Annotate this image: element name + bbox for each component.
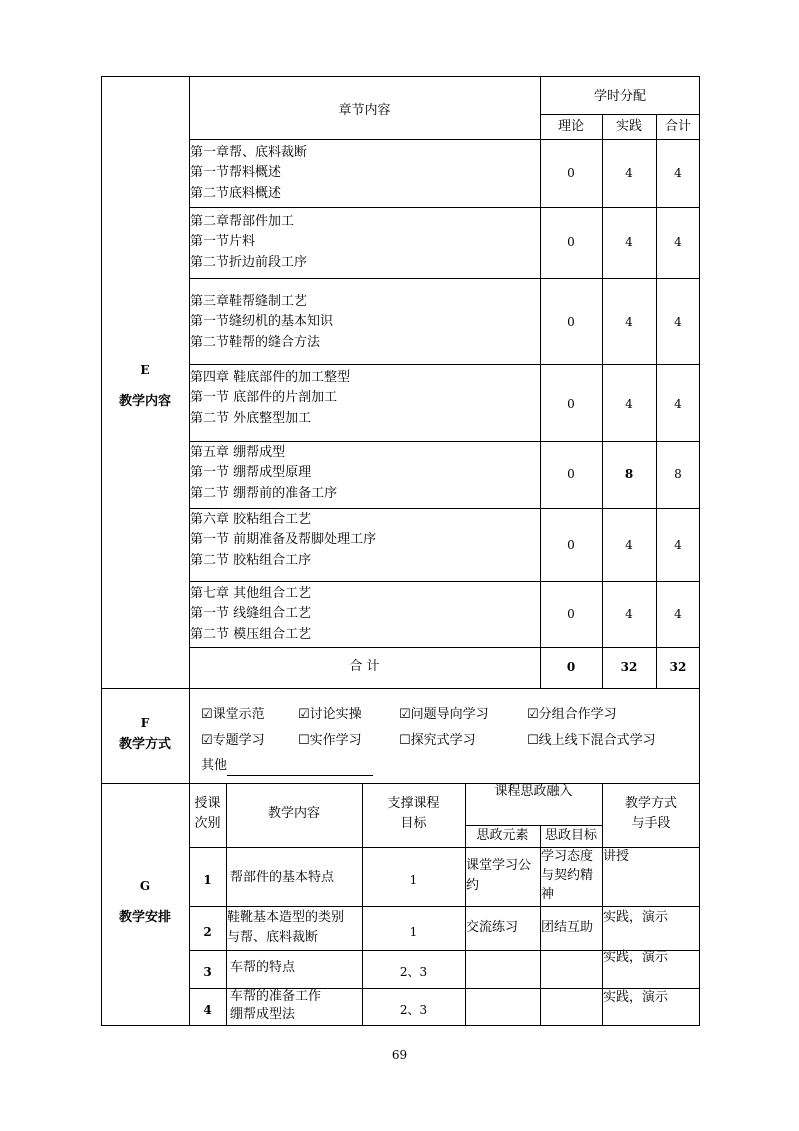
section-g-letter: G — [139, 879, 151, 893]
section-f-letter: F — [140, 716, 150, 730]
section-title: 第一节 绷帮成型原理 — [190, 465, 312, 480]
method-option-label: 问题导向学习 — [410, 707, 489, 722]
checkbox-checked-icon[interactable]: ☑ — [527, 707, 539, 722]
theory-hours: 0 — [567, 397, 575, 411]
header-course-goal: 目标 — [400, 816, 427, 831]
teaching-content: 车帮的准备工作 — [230, 989, 322, 1004]
header-hours: 学时分配 — [593, 89, 646, 104]
teaching-method: 实践，演示 — [603, 950, 669, 965]
teaching-content: 帮部件的基本特点 — [230, 870, 335, 885]
header-theory: 理论 — [557, 119, 584, 134]
header-practice: 实践 — [615, 119, 642, 134]
header-course-goal: 支撑课程 — [387, 796, 440, 811]
theory-hours: 0 — [567, 166, 575, 180]
sum-practice: 32 — [620, 660, 638, 674]
section-g-title: 教学安排 — [118, 910, 171, 925]
section-title: 第二节 模压组合工艺 — [190, 627, 312, 642]
method-option[interactable] — [298, 731, 362, 751]
section-e-letter: E — [140, 363, 150, 377]
ideology-element: 课堂学习公 — [466, 858, 532, 873]
checkbox-empty-icon[interactable]: ☐ — [527, 733, 539, 748]
practice-hours: 4 — [625, 607, 633, 621]
section-title: 第二节 绷帮前的准备工序 — [190, 486, 338, 501]
method-option[interactable] — [399, 731, 476, 751]
header-teaching-method: 与手段 — [631, 816, 671, 831]
header-session: 授课 — [194, 796, 221, 811]
course-goal: 1 — [409, 873, 418, 887]
header-teaching-method: 教学方式 — [624, 796, 677, 811]
sum-label: 合 计 — [349, 659, 380, 674]
method-option[interactable] — [298, 705, 362, 725]
chapter-title: 第三章鞋帮缝制工艺 — [190, 294, 308, 309]
other-method — [201, 756, 373, 776]
method-option-label: 分组合作学习 — [538, 707, 617, 722]
chapter-title: 第五章 绷帮成型 — [190, 445, 286, 460]
theory-hours: 0 — [567, 467, 575, 481]
chapter-title: 第六章 胶粘组合工艺 — [190, 512, 312, 527]
teaching-content: 与帮、底料裁断 — [227, 930, 319, 945]
section-title: 第二节 外底整型加工 — [190, 411, 312, 426]
method-option-label: 讨论实操 — [309, 707, 362, 722]
ideology-element: 约 — [466, 878, 480, 893]
header-total: 合计 — [664, 119, 691, 134]
section-title: 第二节折边前段工序 — [190, 255, 308, 270]
total-hours: 4 — [674, 607, 682, 621]
ideology-element: 交流练习 — [466, 920, 519, 935]
section-title: 第一节 前期准备及帮脚处理工序 — [190, 532, 377, 547]
total-hours: 4 — [674, 397, 682, 411]
header-ideology-targets: 思政目标 — [544, 828, 597, 843]
course-goal: 2、3 — [399, 1003, 428, 1017]
table-border-top — [101, 76, 700, 77]
method-option-label: 专题学习 — [212, 733, 265, 748]
checkbox-empty-icon[interactable]: ☐ — [298, 733, 310, 748]
method-option[interactable] — [201, 731, 265, 751]
total-hours: 4 — [674, 166, 682, 180]
practice-hours: 4 — [625, 397, 633, 411]
table-border-bottom — [101, 1025, 700, 1026]
checkbox-checked-icon[interactable]: ☑ — [399, 707, 411, 722]
method-option-label: 实作学习 — [309, 733, 362, 748]
ideology-target: 团结互助 — [541, 920, 594, 935]
theory-hours: 0 — [567, 235, 575, 249]
method-option-label: 线上线下混合式学习 — [538, 733, 656, 748]
checkbox-checked-icon[interactable]: ☑ — [201, 733, 213, 748]
practice-hours: 4 — [625, 235, 633, 249]
practice-hours: 8 — [624, 467, 634, 481]
course-goal: 1 — [409, 925, 418, 939]
teaching-content: 绷帮成型法 — [230, 1007, 296, 1022]
session-number: 4 — [203, 1003, 212, 1017]
section-title: 第一节片料 — [190, 234, 256, 249]
course-goal: 2、3 — [399, 965, 428, 979]
method-option[interactable] — [527, 731, 656, 751]
teaching-content: 鞋靴基本造型的类别 — [227, 910, 345, 925]
method-option[interactable] — [527, 705, 617, 725]
teaching-method: 讲授 — [603, 849, 630, 864]
section-title: 第一节 线缝组合工艺 — [190, 606, 312, 621]
header-ideology-elements: 思政元素 — [476, 828, 529, 843]
other-label: 其他 — [201, 758, 228, 773]
header-chapter-content: 章节内容 — [338, 103, 391, 118]
section-title: 第一节帮料概述 — [190, 165, 282, 180]
sum-total: 32 — [669, 660, 687, 674]
total-hours: 4 — [674, 538, 682, 552]
teaching-method: 实践，演示 — [603, 990, 669, 1005]
method-option-label: 课堂示范 — [212, 707, 265, 722]
section-title: 第一节 底部件的片剖加工 — [190, 390, 338, 405]
section-title: 第二节底料概述 — [190, 186, 282, 201]
section-title: 第一节缝纫机的基本知识 — [190, 314, 334, 329]
session-number: 3 — [203, 965, 212, 979]
theory-hours: 0 — [567, 538, 575, 552]
page-number: 69 — [391, 1048, 408, 1062]
practice-hours: 4 — [625, 315, 633, 329]
practice-hours: 4 — [625, 538, 633, 552]
checkbox-checked-icon[interactable]: ☑ — [298, 707, 310, 722]
checkbox-checked-icon[interactable]: ☑ — [201, 707, 213, 722]
total-hours: 8 — [674, 467, 682, 481]
teaching-method: 实践，演示 — [603, 910, 669, 925]
theory-hours: 0 — [567, 315, 575, 329]
chapter-title: 第二章帮部件加工 — [190, 214, 295, 229]
section-e-title: 教学内容 — [118, 394, 171, 409]
section-title: 第二节 胶粘组合工序 — [190, 553, 312, 568]
header-session: 次别 — [194, 816, 221, 831]
ideology-target: 神 — [541, 887, 555, 902]
total-hours: 4 — [674, 315, 682, 329]
session-number: 2 — [203, 925, 212, 939]
chapter-title: 第七章 其他组合工艺 — [190, 586, 312, 601]
ideology-target: 与契约精 — [541, 868, 594, 883]
method-option[interactable] — [399, 705, 489, 725]
method-option[interactable] — [201, 705, 265, 725]
total-hours: 4 — [674, 235, 682, 249]
ideology-target: 学习态度 — [541, 849, 594, 864]
session-number: 1 — [203, 873, 212, 887]
method-option-label: 探究式学习 — [410, 733, 476, 748]
checkbox-empty-icon[interactable]: ☐ — [399, 733, 411, 748]
section-e-bottom — [101, 688, 700, 689]
header-ideology: 课程思政融入 — [494, 784, 573, 799]
theory-hours: 0 — [567, 607, 575, 621]
sum-theory: 0 — [566, 660, 576, 674]
header-teaching-content: 教学内容 — [267, 806, 320, 821]
chapter-title: 第一章帮、底料裁断 — [190, 145, 308, 160]
chapter-title: 第四章 鞋底部件的加工整型 — [190, 370, 351, 385]
teaching-content: 车帮的特点 — [230, 960, 296, 975]
practice-hours: 4 — [625, 166, 633, 180]
section-f-title: 教学方式 — [118, 737, 171, 752]
other-input-line[interactable] — [227, 761, 373, 776]
section-title: 第二节鞋帮的缝合方法 — [190, 335, 321, 350]
section-f-bottom — [101, 783, 700, 784]
